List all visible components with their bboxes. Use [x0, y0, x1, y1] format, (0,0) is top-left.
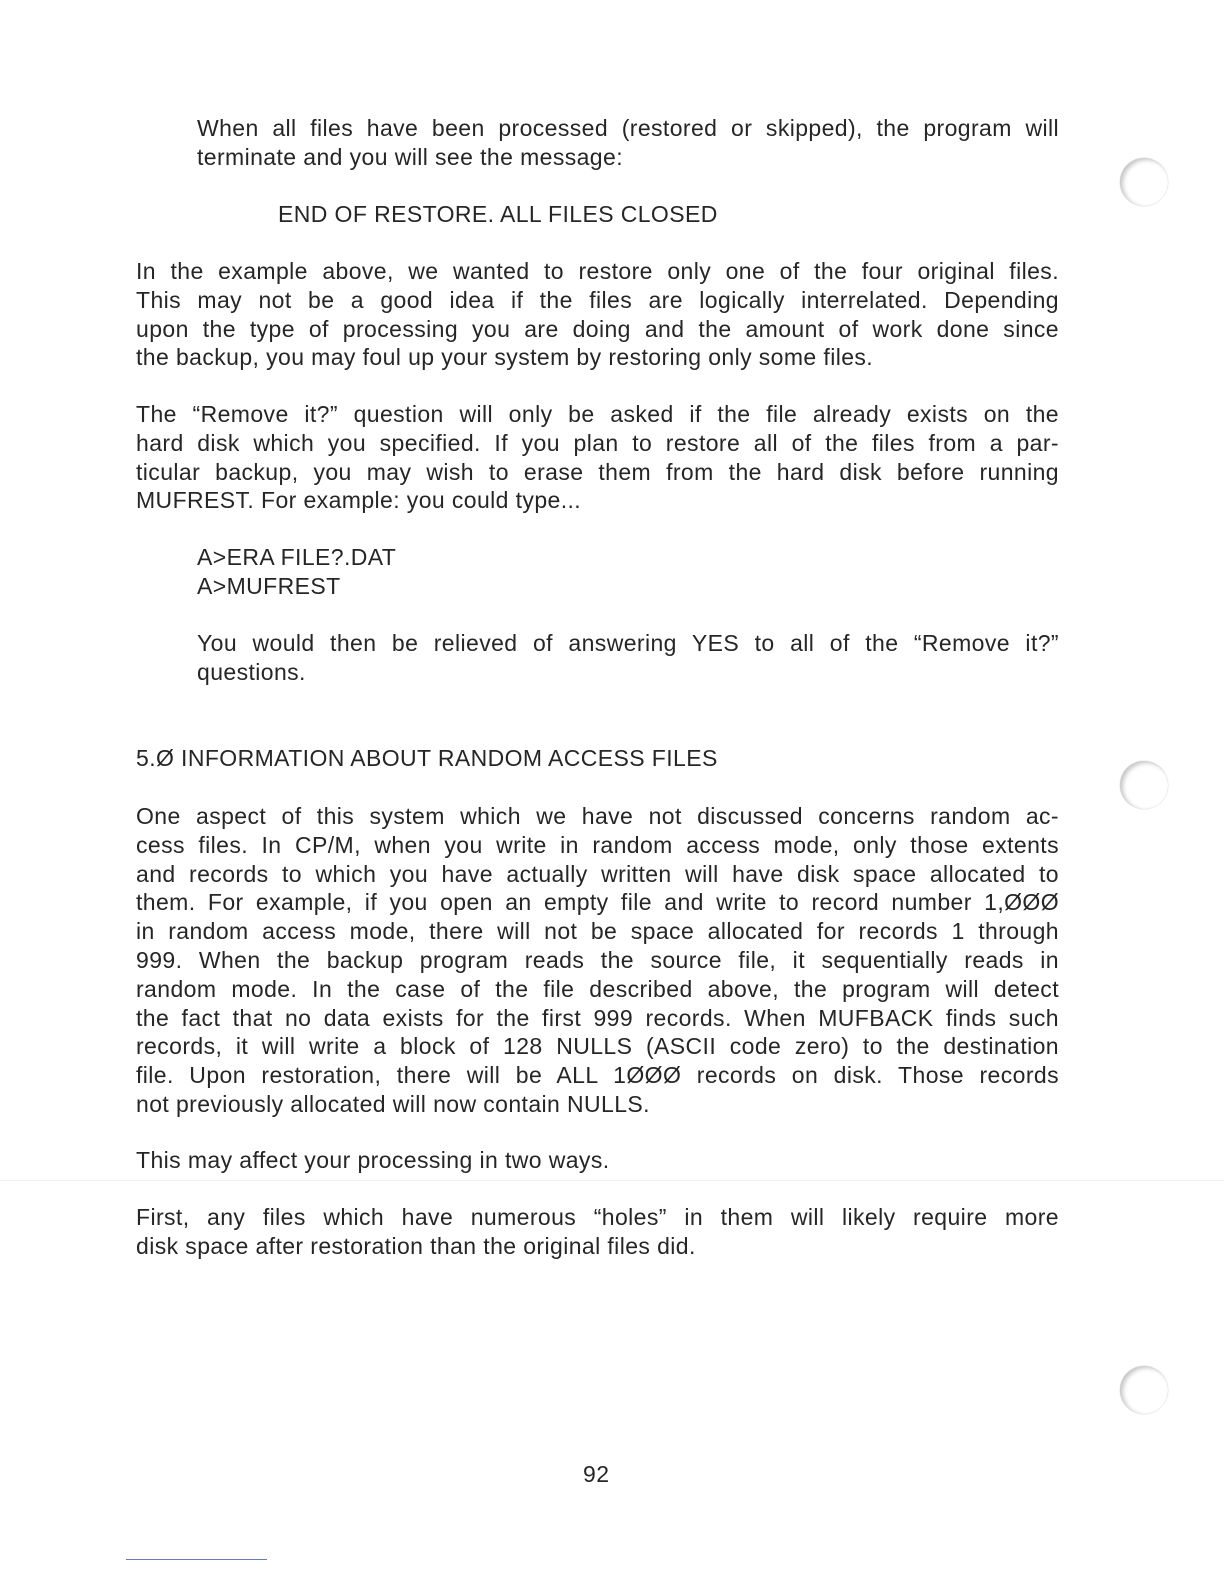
- text-line: upon the type of processing you are doing and the amount of work done since: [136, 315, 1059, 342]
- text-line: hard disk which you specified. If you plan to restore all of the files from a par-: [136, 429, 1059, 456]
- text-line: disk space after restoration than the original files did.: [136, 1232, 696, 1259]
- command-block: [197, 543, 396, 601]
- command-line: A>ERA FILE?.DAT: [197, 544, 397, 570]
- text-line: them. For example, if you open an empty file and write to record number 1,ØØØ: [136, 889, 1059, 916]
- section-heading: [136, 744, 718, 773]
- text-line: ticular backup, you may wish to erase them from the hard disk before running: [136, 458, 1059, 485]
- text-line: and records to which you have actually written will have disk space allocated to: [136, 860, 1059, 887]
- remove-paragraph: [136, 400, 1059, 515]
- example-paragraph: [136, 257, 1059, 372]
- text-line: cess files. In CP/M, when you write in random access mode, only those extents: [136, 831, 1059, 858]
- text-line: This may affect your processing in two ways.: [136, 1147, 610, 1173]
- scan-artifact-line: [0, 1180, 1224, 1181]
- text-line: the backup, you may foul up your system by restoring only some files.: [136, 344, 874, 371]
- text-line: file. Upon restoration, there will be ALL 1ØØØ records on disk. Those records: [136, 1062, 1059, 1089]
- restore-message: [278, 200, 718, 229]
- intro-paragraph: [197, 114, 1059, 172]
- intro-line: When all files have been processed (restored or skipped), the program will: [197, 115, 1059, 141]
- text-line: You would then be relieved of answering YES to all of the “Remove it?”: [197, 630, 1059, 656]
- intro-line: terminate and you will see the message:: [197, 143, 623, 170]
- text-line: random mode. In the case of the file described above, the program will detect: [136, 975, 1059, 1002]
- text-line: The “Remove it?” question will only be asked if the file already exists on the: [136, 401, 1059, 427]
- message-line: END OF RESTORE. ALL FILES CLOSED: [278, 201, 718, 227]
- text-line: In the example above, we wanted to restore only one of the four original files.: [136, 258, 1059, 284]
- text-line: First, any files which have numerous “holes” in them will likely require more: [136, 1204, 1059, 1230]
- page-number-text: 92: [583, 1461, 610, 1487]
- text-line: the fact that no data exists for the first 999 records. When MUFBACK finds such: [136, 1004, 1059, 1031]
- bottom-rule: [126, 1559, 267, 1560]
- text-line: 999. When the backup program reads the source file, it sequentially reads in: [136, 946, 1059, 973]
- command-line: A>MUFREST: [197, 572, 341, 599]
- affect-paragraph: [136, 1146, 610, 1175]
- text-line: This may not be a good idea if the files are logically interrelated. Depending: [136, 286, 1059, 313]
- random-access-paragraph: [136, 802, 1059, 1119]
- text-line: One aspect of this system which we have not discussed concerns random ac-: [136, 803, 1059, 829]
- first-paragraph: [136, 1203, 1059, 1261]
- text-line: in random access mode, there will not be space allocated for records 1 through: [136, 918, 1059, 945]
- relieved-paragraph: [197, 629, 1059, 687]
- binder-hole-icon: [1120, 761, 1168, 809]
- heading-line: 5.Ø INFORMATION ABOUT RANDOM ACCESS FILES: [136, 745, 718, 771]
- text-line: records, it will write a block of 128 NULLS (ASCII code zero) to the destination: [136, 1033, 1059, 1060]
- page-number: [583, 1460, 609, 1489]
- text-line: questions.: [197, 658, 306, 685]
- binder-hole-icon: [1120, 158, 1168, 206]
- binder-hole-icon: [1120, 1366, 1168, 1414]
- text-line: not previously allocated will now contain NULLS.: [136, 1090, 650, 1117]
- text-line: MUFREST. For example: you could type...: [136, 487, 582, 514]
